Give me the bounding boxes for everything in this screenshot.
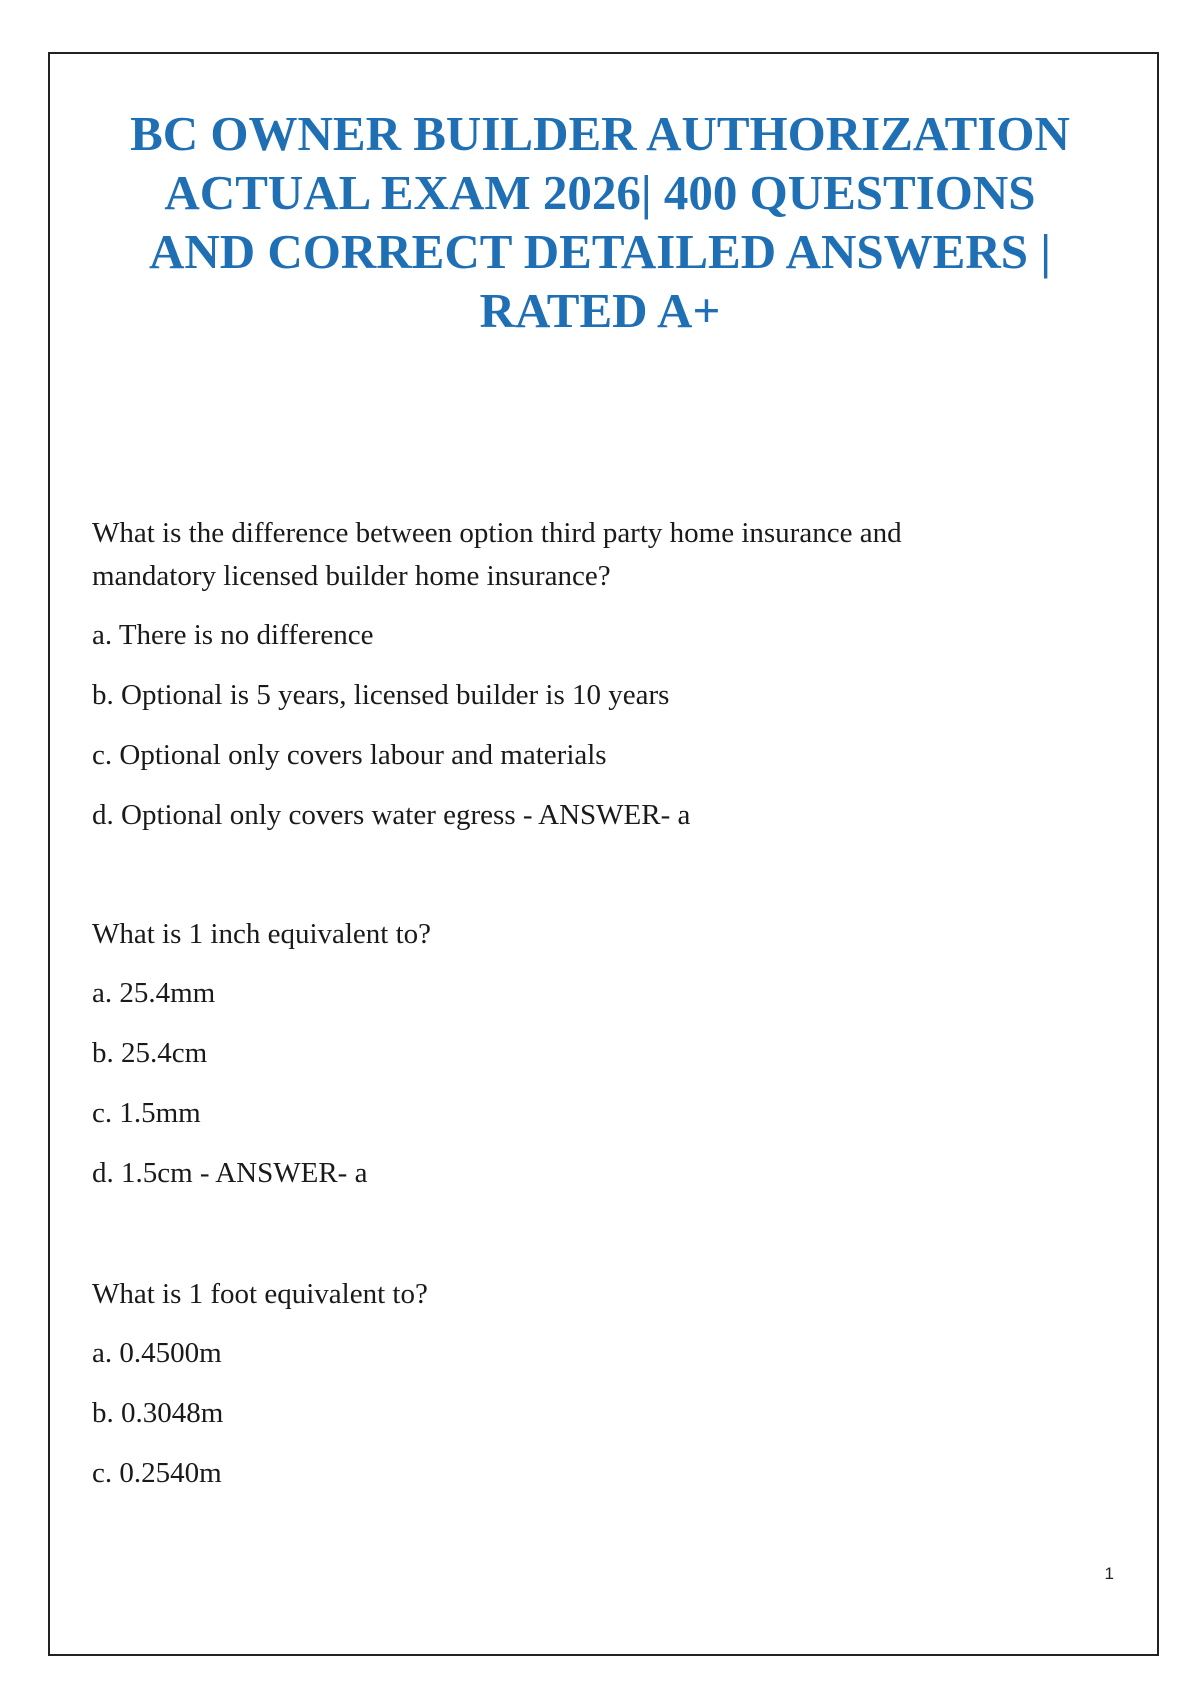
question-2 — [92, 913, 1032, 1212]
question-1-option-d: d. Optional only covers water egress - ANSWER- a — [92, 799, 691, 831]
question-1-option-c: c. Optional only covers labour and materials — [92, 739, 607, 771]
question-2-option-a: a. 25.4mm — [92, 977, 216, 1009]
question-2-option-b: b. 25.4cm — [92, 1037, 208, 1069]
page-number: 1 — [1104, 1564, 1114, 1583]
question-1 — [92, 512, 1032, 854]
question-2-option-c: c. 1.5mm — [92, 1097, 201, 1129]
document-title — [0, 104, 1200, 340]
question-3-option-c: c. 0.2540m — [92, 1457, 222, 1489]
question-3-stem: What is 1 foot equivalent to? — [92, 1278, 428, 1310]
question-2-stem: What is 1 inch equivalent to? — [92, 918, 432, 950]
question-3-option-b: b. 0.3048m — [92, 1397, 224, 1429]
question-3 — [92, 1273, 1032, 1512]
title-line-4: RATED A+ — [479, 283, 721, 338]
title-line-3: AND CORRECT DETAILED ANSWERS | — [148, 224, 1052, 279]
question-1-stem: What is the difference between option third party home insurance and mandatory licensed builder home insurance? — [92, 517, 902, 592]
question-3-option-a: a. 0.4500m — [92, 1337, 222, 1369]
title-line-2: ACTUAL EXAM 2026| 400 QUESTIONS — [164, 165, 1036, 220]
question-2-option-d: d. 1.5cm - ANSWER- a — [92, 1157, 368, 1189]
title-line-1: BC OWNER BUILDER AUTHORIZATION — [130, 106, 1070, 161]
question-1-option-a: a. There is no difference — [92, 619, 374, 651]
question-1-option-b: b. Optional is 5 years, licensed builder is 10 years — [92, 679, 670, 711]
